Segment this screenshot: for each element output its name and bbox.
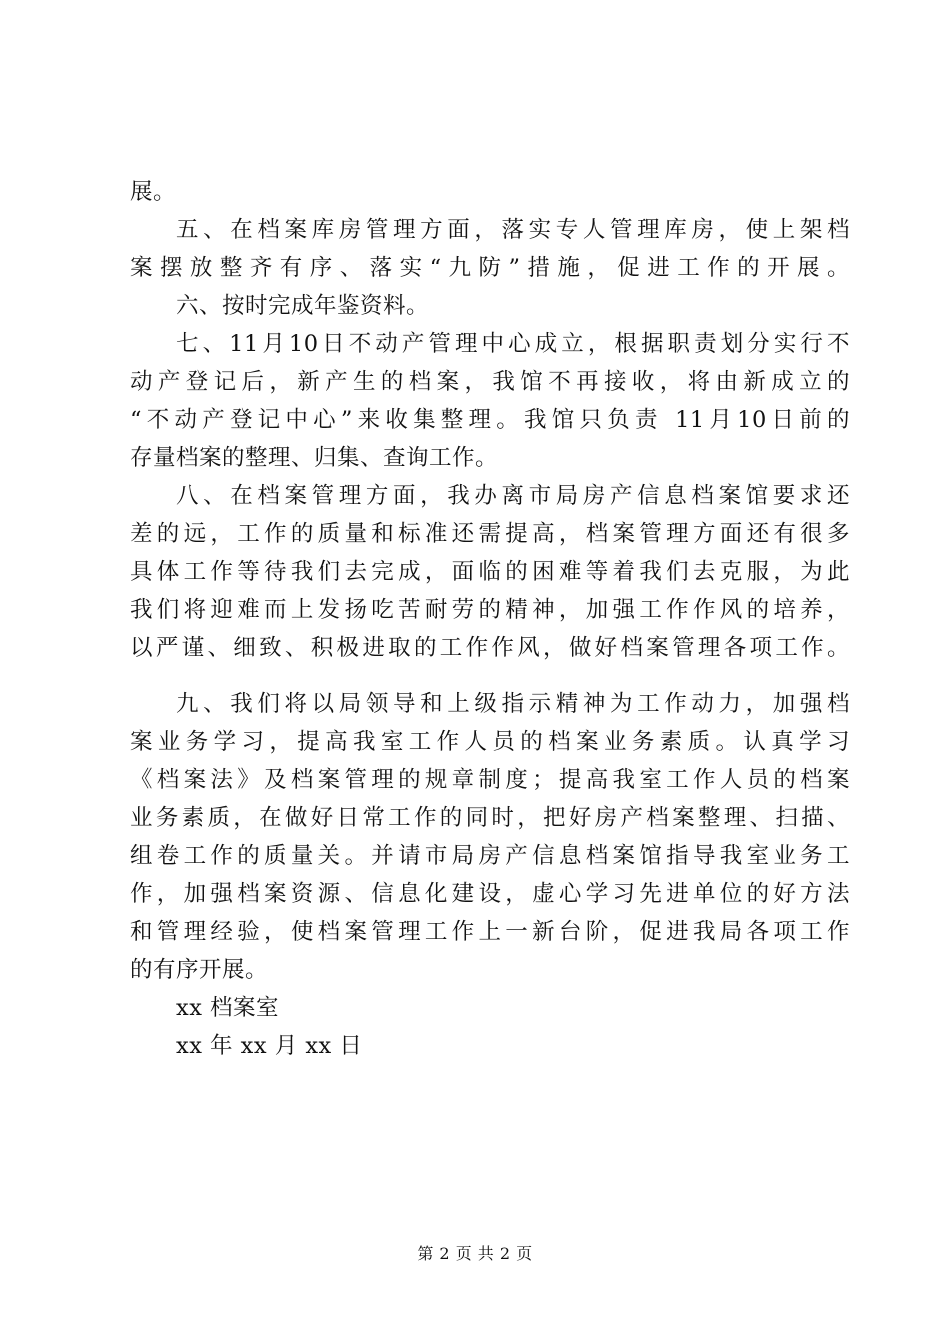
- paragraph-9-line: 的有序开展。: [130, 957, 269, 983]
- paragraph-6-line: 六、按时完成年鉴资料。: [176, 293, 430, 319]
- signature-org: xx 档案室: [176, 995, 280, 1021]
- paragraph-gap: [130, 667, 850, 685]
- paragraph-9-line: 《档案法》及档案管理的规章制度；提高我室工作人员的档案: [130, 767, 850, 793]
- paragraph-7-line: “不动产登记中心”来收集整理。我馆只负责 11月10日前的: [130, 407, 850, 433]
- paragraph-5-line: 案摆放整齐有序、落实“九防”措施，促进工作的开展。: [130, 255, 850, 281]
- document-body: [130, 173, 850, 1065]
- paragraph-9-line: 组卷工作的质量关。并请市局房产信息档案馆指导我室业务工: [130, 843, 850, 869]
- paragraph-8-line: 具体工作等待我们去完成，面临的困难等着我们去克服，为此: [130, 559, 850, 585]
- paragraph-8-line: 我们将迎难而上发扬吃苦耐劳的精神，加强工作作风的培养，: [130, 597, 850, 623]
- text-line: 展。: [130, 179, 177, 205]
- paragraph-7-line: 七、11月10日不动产管理中心成立，根据职责划分实行不: [176, 331, 850, 357]
- paragraph-8-line: 以严谨、细致、积极进取的工作作风，做好档案管理各项工作。: [130, 635, 850, 661]
- paragraph-5-line: 五、在档案库房管理方面，落实专人管理库房，使上架档: [176, 217, 850, 243]
- paragraph-9-line: 作，加强档案资源、信息化建设，虚心学习先进单位的好方法: [130, 881, 850, 907]
- paragraph-8-line: 八、在档案管理方面，我办离市局房产信息档案馆要求还: [176, 483, 850, 509]
- page-footer: 第 2 页 共 2 页: [417, 1244, 533, 1263]
- paragraph-7-line: 动产登记后，新产生的档案，我馆不再接收，将由新成立的: [130, 369, 850, 395]
- paragraph-9-line: 和管理经验，使档案管理工作上一新台阶，促进我局各项工作: [130, 919, 850, 945]
- paragraph-8-line: 差的远，工作的质量和标准还需提高，档案管理方面还有很多: [130, 521, 850, 547]
- paragraph-9-line: 业务素质，在做好日常工作的同时，把好房产档案整理、扫描、: [130, 805, 850, 831]
- signature-date: xx 年 xx 月 xx 日: [176, 1033, 363, 1059]
- paragraph-9-line: 案业务学习，提高我室工作人员的档案业务素质。认真学习: [130, 729, 850, 755]
- paragraph-9-line: 九、我们将以局领导和上级指示精神为工作动力，加强档: [176, 691, 850, 717]
- paragraph-7-line: 存量档案的整理、归集、查询工作。: [130, 445, 499, 471]
